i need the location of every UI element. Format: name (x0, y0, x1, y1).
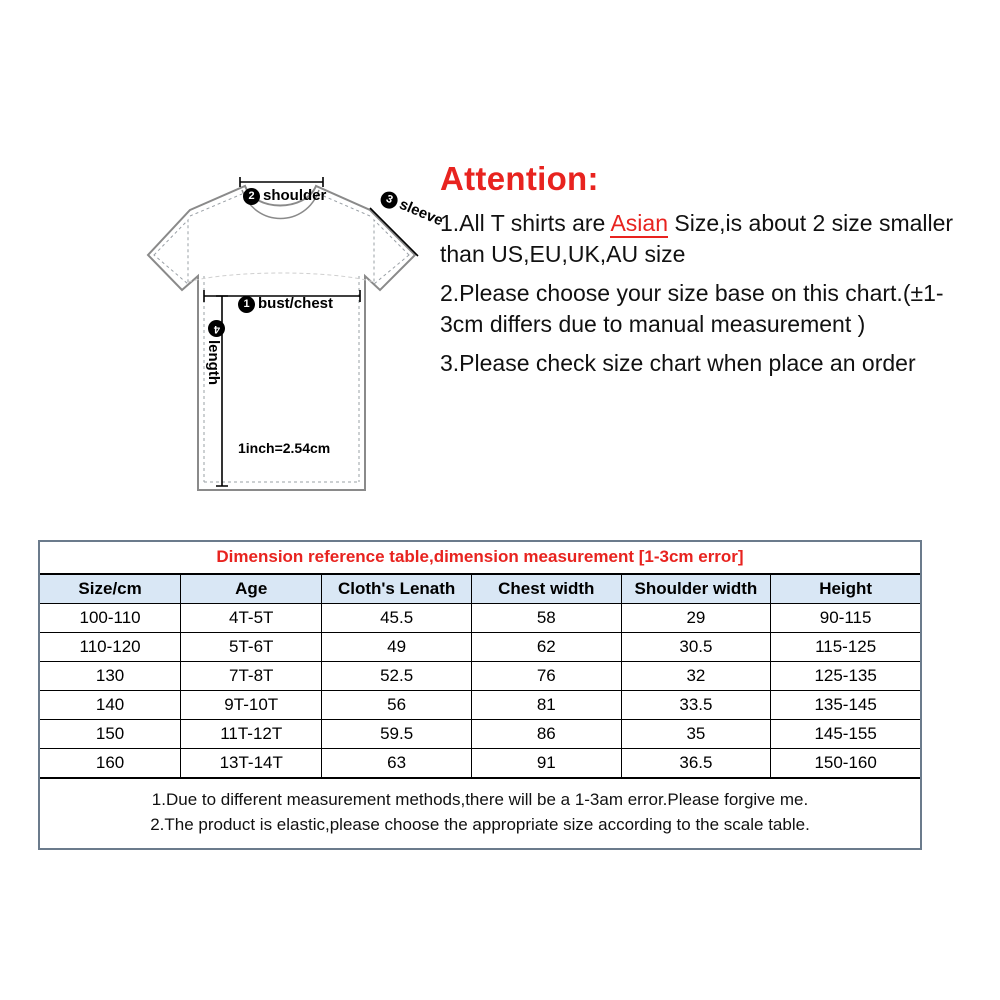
table-cell: 150 (40, 720, 181, 749)
table-cell: 130 (40, 662, 181, 691)
table-cell: 91 (471, 749, 621, 778)
table-cell: 36.5 (621, 749, 771, 778)
table-row (40, 662, 920, 691)
table-cell: 62 (471, 633, 621, 662)
attention-line-3: 3.Please check size chart when place an order (440, 350, 916, 377)
label-length-number: 4 (208, 320, 225, 337)
table-cell: 115-125 (771, 633, 920, 662)
label-sleeve-text: sleeve (396, 195, 446, 230)
table-cell: 49 (322, 633, 472, 662)
label-bust-text: bust/chest (258, 295, 334, 312)
table-cell: 11T-12T (181, 720, 322, 749)
table-cell: 45.5 (322, 604, 472, 633)
table-cell: 150-160 (771, 749, 920, 778)
table-cell: 90-115 (771, 604, 920, 633)
table-cell: 33.5 (621, 691, 771, 720)
illustration-and-attention (40, 150, 960, 530)
table-cell: 145-155 (771, 720, 920, 749)
table-cell: 135-145 (771, 691, 920, 720)
label-shoulder-number: 2 (243, 188, 260, 205)
table-header-cell: Height (771, 575, 920, 604)
size-table (40, 574, 920, 778)
table-header-cell: Age (181, 575, 322, 604)
table-row (40, 749, 920, 778)
label-bust-number: 1 (238, 296, 255, 313)
attention-title: Attention: (440, 160, 599, 197)
attention-block (440, 160, 960, 387)
table-header-cell: Shoulder width (621, 575, 771, 604)
table-cell: 81 (471, 691, 621, 720)
attention-line-1-post: Size,is about 2 size smaller than US,EU,UK,AU size (440, 210, 954, 268)
table-cell: 63 (322, 749, 472, 778)
attention-asian-highlight: Asian (610, 210, 668, 236)
attention-line-2: 2.Please choose your size base on this chart.(±1-3cm differs due to manual measurement ) (440, 280, 944, 338)
table-cell: 32 (621, 662, 771, 691)
table-note: 2.The product is elastic,please choose the appropriate size according to the scale table. (150, 814, 810, 834)
label-sleeve-number: 3 (378, 188, 400, 210)
label-inch-conversion: 1inch=2.54cm (238, 440, 331, 456)
table-cell: 56 (322, 691, 472, 720)
table-row (40, 633, 920, 662)
table-caption: Dimension reference table,dimension measurement [1-3cm error] (40, 542, 920, 574)
label-shoulder (243, 187, 326, 205)
table-cell: 30.5 (621, 633, 771, 662)
table-notes (40, 778, 920, 848)
table-cell: 7T-8T (181, 662, 322, 691)
table-cell: 4T-5T (181, 604, 322, 633)
table-note: 1.Due to different measurement methods,there will be a 1-3am error.Please forgive me. (151, 790, 809, 809)
table-cell: 100-110 (40, 604, 181, 633)
label-bust (238, 295, 333, 313)
size-table-block (38, 540, 922, 850)
table-row (40, 604, 920, 633)
table-cell: 59.5 (322, 720, 472, 749)
table-cell: 35 (621, 720, 771, 749)
table-header-cell: Cloth's Lenath (322, 575, 472, 604)
table-cell: 9T-10T (181, 691, 322, 720)
table-row (40, 691, 920, 720)
table-cell: 13T-14T (181, 749, 322, 778)
label-length (205, 320, 225, 385)
label-length-text: length (205, 340, 222, 385)
tshirt-diagram (70, 160, 470, 520)
table-cell: 140 (40, 691, 181, 720)
table-cell: 58 (471, 604, 621, 633)
table-cell: 86 (471, 720, 621, 749)
table-cell: 110-120 (40, 633, 181, 662)
table-cell: 160 (40, 749, 181, 778)
table-cell: 76 (471, 662, 621, 691)
attention-line-1-pre: 1.All T shirts are (440, 210, 611, 236)
table-cell: 125-135 (771, 662, 920, 691)
table-row (40, 720, 920, 749)
table-cell: 52.5 (322, 662, 472, 691)
table-header-cell: Size/cm (40, 575, 181, 604)
label-shoulder-text: shoulder (263, 187, 327, 204)
table-cell: 29 (621, 604, 771, 633)
table-cell: 5T-6T (181, 633, 322, 662)
attention-line-1 (440, 208, 960, 270)
table-header-cell: Chest width (471, 575, 621, 604)
table-header-row (40, 575, 920, 604)
